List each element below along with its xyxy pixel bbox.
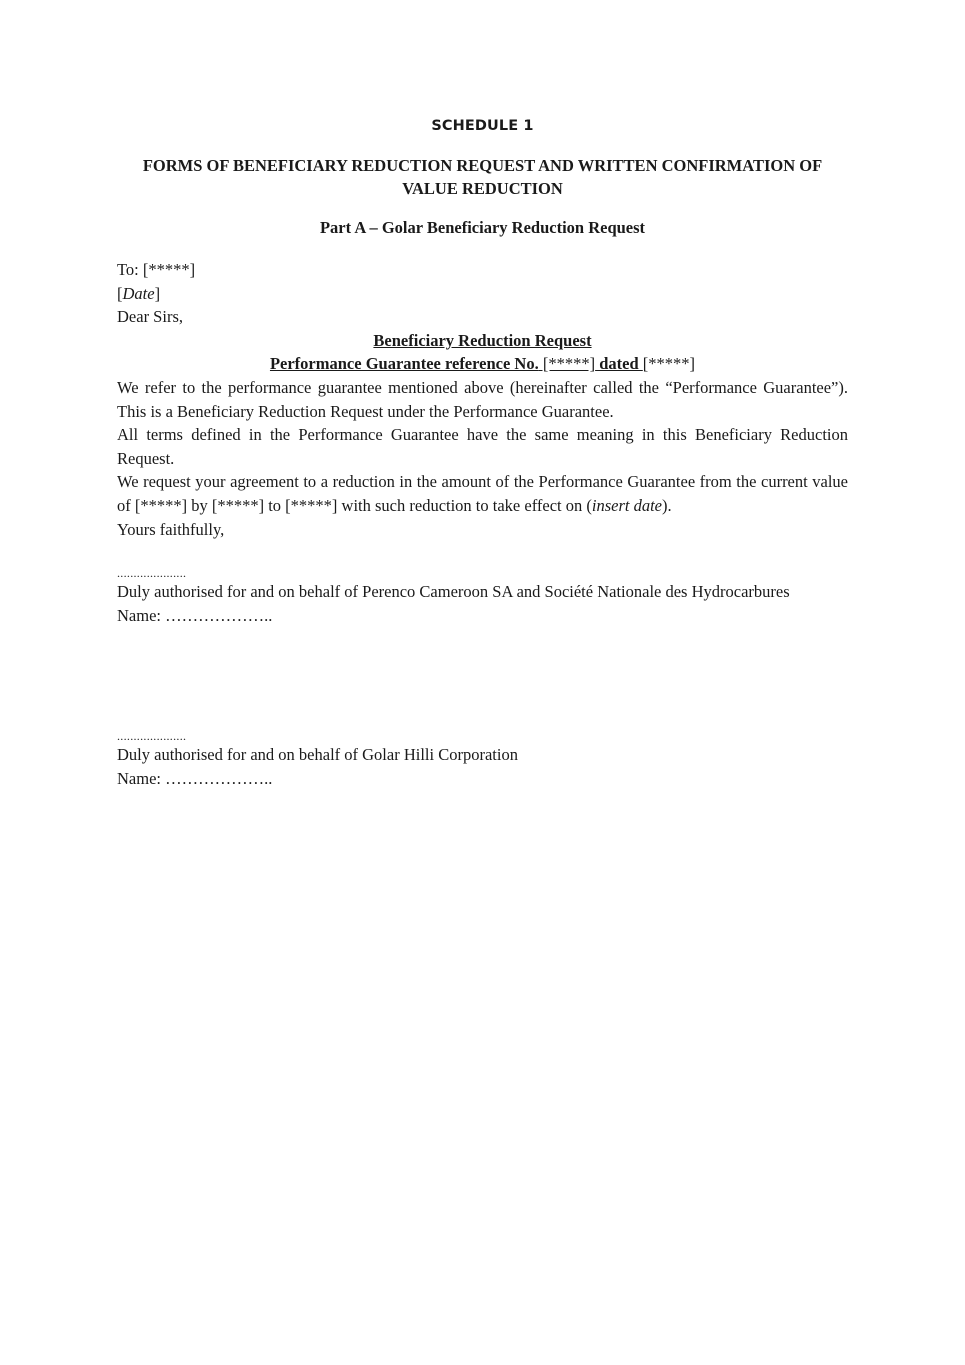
paragraph-3-end: ). — [662, 495, 672, 515]
date-bracket-close: ] — [154, 283, 161, 303]
closing: Yours faithfully, — [117, 519, 225, 539]
signature-name: Name: ……………….. — [117, 768, 273, 788]
schedule-heading: SCHEDULE 1 — [431, 118, 534, 134]
signature-line: ..................... — [117, 729, 187, 743]
signature-authority: Duly authorised for and on behalf of Golar Hilli Corporation — [117, 745, 518, 764]
signature-block-1 — [117, 566, 848, 627]
paragraph-3-text: We request your agreement to a reduction in the amount of the Performance Guarantee from the current value of [*****] by [*****] to [*****] with such reduction to take effect on ( — [117, 472, 848, 515]
signature-name: Name: ……………….. — [117, 605, 273, 625]
date-line — [117, 282, 848, 306]
dated-label: dated — [595, 354, 643, 374]
subject-line: Beneficiary Reduction Request — [373, 330, 592, 350]
to-label: To: — [117, 260, 143, 279]
signature-line: ..................... — [117, 566, 187, 580]
signature-authority: Duly authorised for and on behalf of Perenco Cameroon SA and Société Nationale des Hydrocarbures — [117, 582, 790, 601]
date-bracket-open: [ — [117, 283, 123, 303]
reference-value: [*****] — [538, 354, 596, 374]
reference-label: Performance Guarantee reference No. — [269, 354, 539, 374]
dated-value: [*****] — [642, 354, 696, 374]
paragraph-2: All terms defined in the Performance Guarantee have the same meaning in this Beneficiary Reduction Request. — [117, 425, 848, 468]
date-value: Date — [122, 283, 155, 303]
insert-date-placeholder: insert date — [591, 495, 662, 515]
reference-line — [117, 352, 848, 376]
to-value: [*****] — [142, 260, 196, 279]
letter-body — [117, 258, 848, 541]
to-line — [117, 258, 848, 282]
forms-heading: FORMS OF BENEFICIARY REDUCTION REQUEST AND WRITTEN CONFIRMATION OF VALUE REDUCTION — [142, 156, 823, 198]
salutation: Dear Sirs, — [117, 307, 183, 327]
paragraph-1: We refer to the performance guarantee mentioned above (hereinafter called the “Performance Guarantee”). This is a Beneficiary Reduction Request under the Performance Guarantee. — [117, 377, 848, 421]
signature-block-2 — [117, 729, 848, 790]
part-heading: Part A – Golar Beneficiary Reduction Request — [319, 218, 646, 237]
paragraph-3 — [117, 470, 848, 517]
